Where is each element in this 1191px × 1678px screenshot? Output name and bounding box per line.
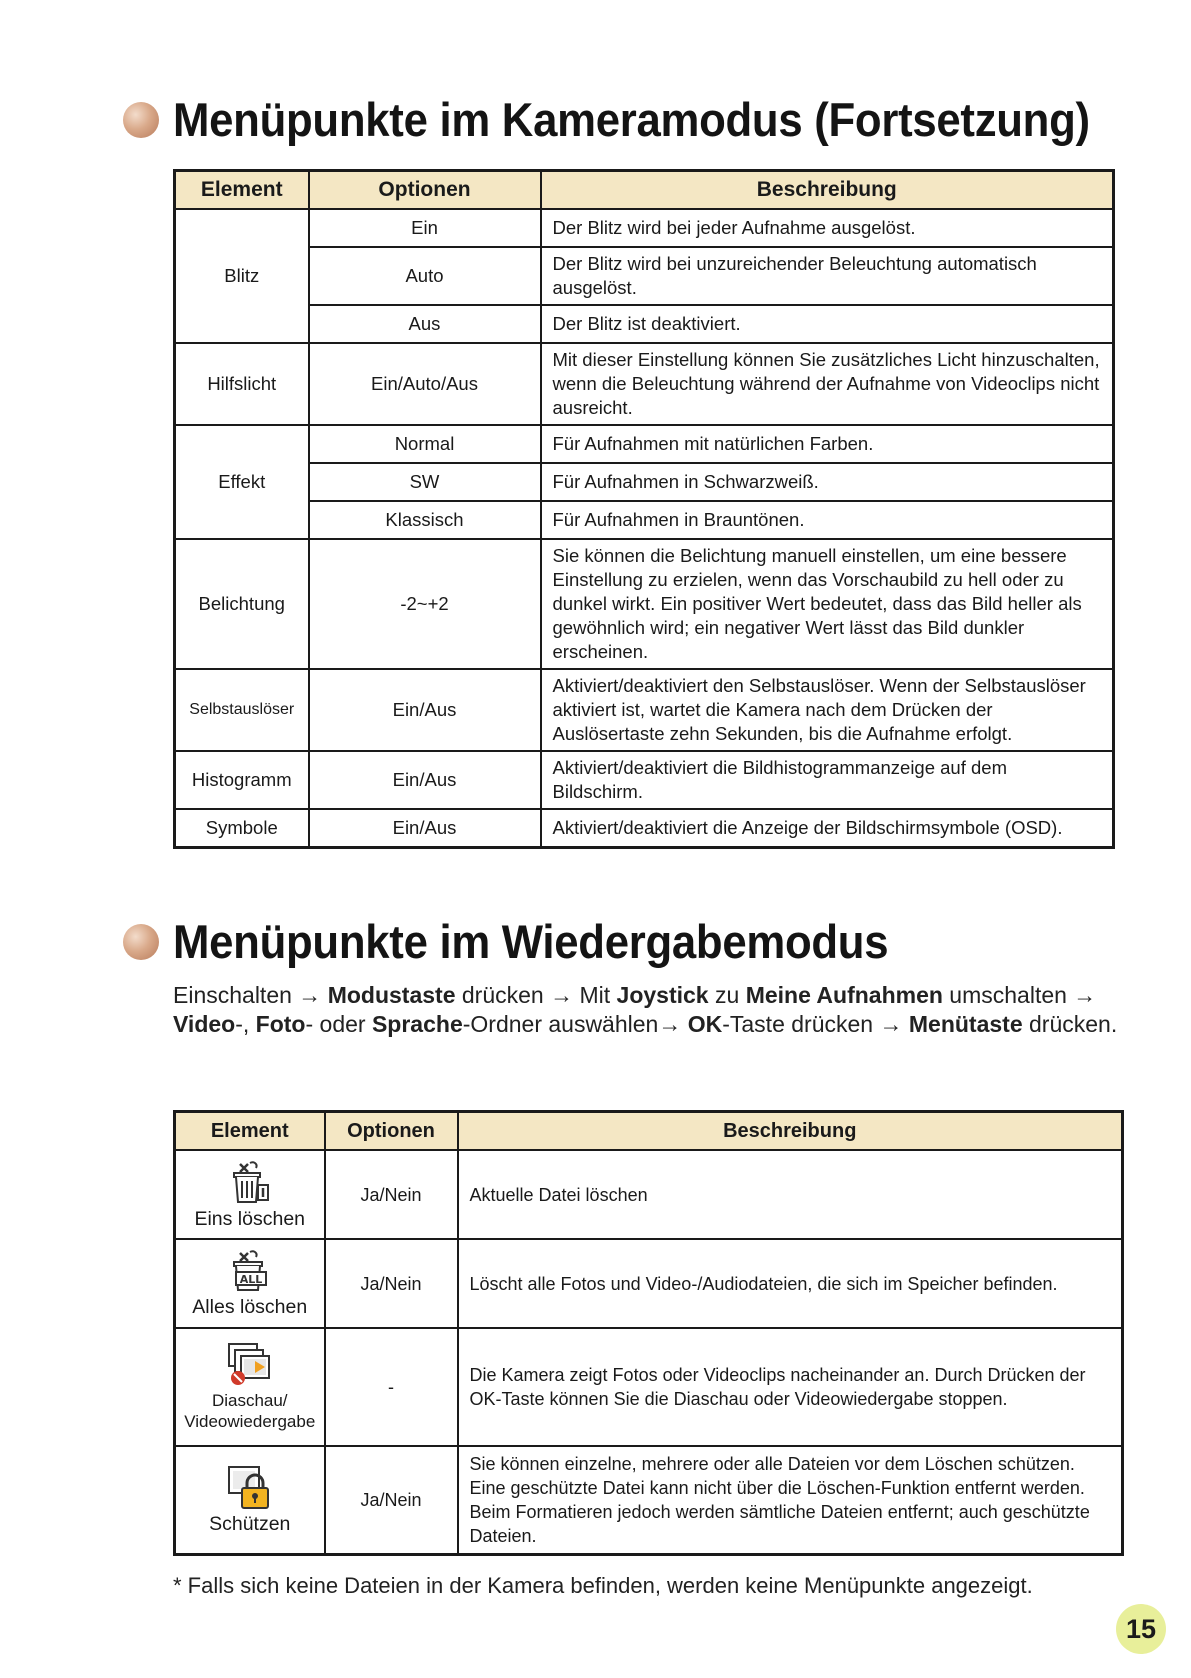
- description-cell: Sie können einzelne, mehrere oder alle Dateien vor dem Löschen schützen. Eine geschützte Datei kann nicht über die Löschen-Funktion entfernt werden. Beim Formatieren jedoch werden sämtliche Dateien entfernt; auch geschützte Dateien.: [458, 1446, 1123, 1554]
- table-row: [175, 1328, 1123, 1446]
- element-symbole: Symbole: [175, 809, 309, 848]
- table-row: [175, 209, 1114, 247]
- description-cell: Der Blitz ist deaktiviert.: [541, 305, 1114, 343]
- option-cell: Ja/Nein: [325, 1239, 458, 1328]
- element-eins-loeschen: [175, 1150, 325, 1239]
- option-cell: Ein/Auto/Aus: [309, 343, 541, 425]
- option-cell: -: [325, 1328, 458, 1446]
- option-cell: Ein/Aus: [309, 809, 541, 848]
- option-cell: Normal: [309, 425, 541, 463]
- element-alles-loeschen: [175, 1239, 325, 1328]
- playback-instructions: Einschalten → Modustaste drücken → Mit Joystick zu Meine Aufnahmen umschalten → Video-, Foto- oder Sprache-Ordner auswählen→ OK-Taste drücken → Menütaste drücken.: [173, 982, 1118, 1037]
- trash-all-icon: [228, 1250, 272, 1294]
- description-cell: Für Aufnahmen in Schwarzweiß.: [541, 463, 1114, 501]
- table-row: [175, 1446, 1123, 1554]
- page-number: 15: [1116, 1604, 1166, 1654]
- option-cell: Ein: [309, 209, 541, 247]
- table-row: [175, 305, 1114, 343]
- option-cell: Ein/Aus: [309, 751, 541, 809]
- element-schuetzen: [175, 1446, 325, 1554]
- playback-menu-table: [173, 1110, 1124, 1556]
- bullet-icon: [123, 924, 159, 960]
- option-cell: Ja/Nein: [325, 1150, 458, 1239]
- table-row: [175, 539, 1114, 669]
- table-row: [175, 1150, 1123, 1239]
- option-cell: Ja/Nein: [325, 1446, 458, 1554]
- icon-label: Diaschau/ Videowiedergabe: [184, 1391, 316, 1431]
- table-row: [175, 1239, 1123, 1328]
- icon-label: Alles löschen: [192, 1295, 308, 1318]
- section-heading: Menüpunkte im Wiedergabemodus: [173, 915, 889, 968]
- section-title-camera-mode: [123, 92, 1159, 147]
- description-cell: Aktiviert/deaktiviert den Selbstauslöser. Wenn der Selbstauslöser aktiviert ist, wartet die Kamera nach dem Drücken der Auslösertaste zehn Sekunden, bis die Aufnahme erfolgt.: [541, 669, 1114, 751]
- element-diaschau: [175, 1328, 325, 1446]
- table-row: [175, 463, 1114, 501]
- description-cell: Für Aufnahmen in Brauntönen.: [541, 501, 1114, 539]
- header-options: Optionen: [325, 1112, 458, 1151]
- footnote: * Falls sich keine Dateien in der Kamera befinden, werden keine Menüpunkte angezeigt.: [173, 1573, 1033, 1598]
- table-row: [175, 751, 1114, 809]
- slideshow-icon: [227, 1342, 273, 1388]
- description-cell: Die Kamera zeigt Fotos oder Videoclips nacheinander an. Durch Drücken der OK-Taste können Sie die Diaschau oder Videowiedergabe stoppen.: [458, 1328, 1123, 1446]
- page-title: Menüpunkte im Kameramodus (Fortsetzung): [173, 93, 1090, 146]
- table-row: [175, 669, 1114, 751]
- trash-single-icon: [228, 1160, 272, 1206]
- lock-icon: [227, 1465, 273, 1511]
- option-cell: SW: [309, 463, 541, 501]
- description-cell: Aktuelle Datei löschen: [458, 1150, 1123, 1239]
- svg-text:ALL: ALL: [239, 1272, 263, 1286]
- description-cell: Sie können die Belichtung manuell einstellen, um eine bessere Einstellung zu erzielen, wenn das Vorschaubild zu hell oder zu dunkel wirkt. Ein positiver Wert bedeutet, dass das Bild heller als gewöhnlich wird; ein negativer Wert lässt das Bild dunkler erscheinen.: [541, 539, 1114, 669]
- option-cell: Auto: [309, 247, 541, 305]
- element-hilfslicht: Hilfslicht: [175, 343, 309, 425]
- icon-label: Eins löschen: [194, 1207, 306, 1230]
- header-element: Element: [175, 171, 309, 210]
- description-cell: Aktiviert/deaktiviert die Anzeige der Bildschirmsymbole (OSD).: [541, 809, 1114, 848]
- table-row: [175, 501, 1114, 539]
- section-title-playback-mode: [123, 914, 942, 969]
- option-cell: -2~+2: [309, 539, 541, 669]
- element-blitz: Blitz: [175, 209, 309, 343]
- option-cell: Ein/Aus: [309, 669, 541, 751]
- header-description: Beschreibung: [458, 1112, 1123, 1151]
- element-selbstausloeser: Selbstauslöser: [175, 669, 309, 751]
- option-cell: Klassisch: [309, 501, 541, 539]
- table-row: [175, 247, 1114, 305]
- header-element: Element: [175, 1112, 325, 1151]
- header-options: Optionen: [309, 171, 541, 210]
- description-cell: Für Aufnahmen mit natürlichen Farben.: [541, 425, 1114, 463]
- table-header-row: [175, 1112, 1123, 1151]
- table-row: [175, 343, 1114, 425]
- table-header-row: [175, 171, 1114, 210]
- description-cell: Löscht alle Fotos und Video-/Audiodateien, die sich im Speicher befinden.: [458, 1239, 1123, 1328]
- element-belichtung: Belichtung: [175, 539, 309, 669]
- bullet-icon: [123, 102, 159, 138]
- element-effekt: Effekt: [175, 425, 309, 539]
- description-cell: Der Blitz wird bei unzureichender Beleuchtung automatisch ausgelöst.: [541, 247, 1114, 305]
- description-cell: Mit dieser Einstellung können Sie zusätzliches Licht hinzuschalten, wenn die Beleuchtung während der Aufnahme von Videoclips nicht ausreicht.: [541, 343, 1114, 425]
- table-row: [175, 809, 1114, 848]
- option-cell: Aus: [309, 305, 541, 343]
- element-histogramm: Histogramm: [175, 751, 309, 809]
- icon-label: Schützen: [209, 1512, 291, 1535]
- header-description: Beschreibung: [541, 171, 1114, 210]
- table-row: [175, 425, 1114, 463]
- description-cell: Der Blitz wird bei jeder Aufnahme ausgelöst.: [541, 209, 1114, 247]
- description-cell: Aktiviert/deaktiviert die Bildhistogrammanzeige auf dem Bildschirm.: [541, 751, 1114, 809]
- camera-menu-table: [173, 169, 1115, 849]
